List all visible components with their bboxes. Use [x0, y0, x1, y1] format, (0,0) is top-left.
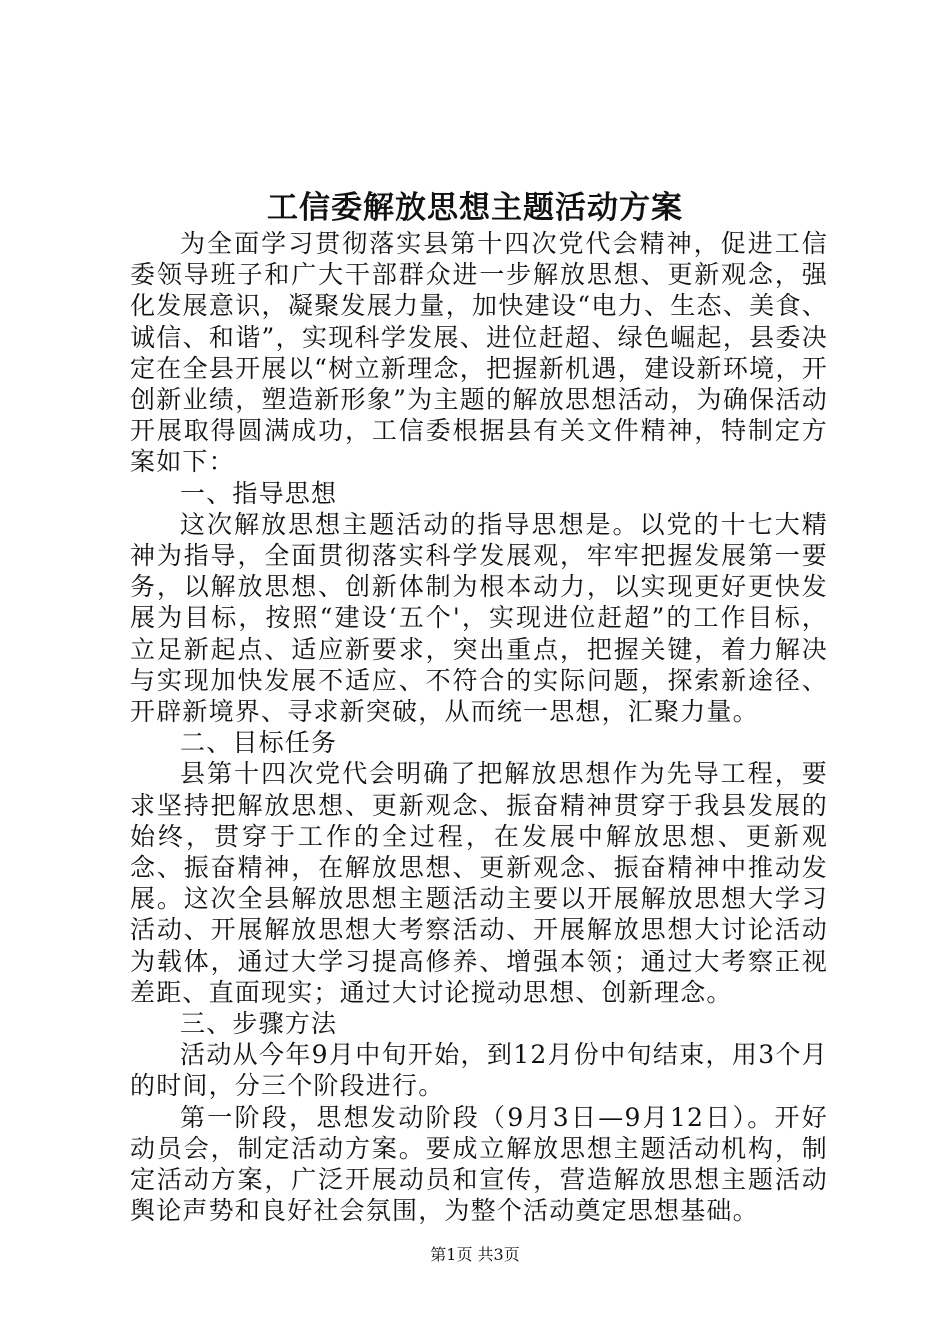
section-paragraph: 县第十四次党代会明确了把解放思想作为先导工程，要求坚持把解放思想、更新观念、振奋精神贯穿于我县发展的始终，贯穿于工作的全过程，在发展中解放思想、更新观念、振奋精神，在解放思想、更新观念、振奋精神中推动发展。这次全县解放思想主题活动主要以开展解放思想大学习活动、开展解放思想大考察活动、开展解放思想大讨论活动为载体，通过大学习提高修养、增强本领；通过大考察正视差距、直面现实；通过大讨论搅动思想、创新理念。 — [130, 759, 828, 1007]
document-title: 工信委解放思想主题活动方案 — [267, 190, 683, 226]
document-body — [130, 228, 828, 1227]
section-heading-goals-tasks: 二、目标任务 — [180, 728, 338, 758]
section-paragraph: 这次解放思想主题活动的指导思想是。以党的十七大精神为指导，全面贯彻落实科学发展观，牢牢把握发展第一要务，以解放思想、创新体制为根本动力，以实现更好更快发展为目标，按照“建设‘五个'，实现进位赶超”的工作目标，立足新起点、适应新要求，突出重点，把握关键，着力解决与实现加快发展不适应、不符合的实际问题，探索新途径、开辟新境界、寻求新突破，从而统一思想，汇聚力量。 — [130, 509, 828, 727]
section-paragraph: 第一阶段，思想发动阶段（9月3日—9月12日）。开好动员会，制定活动方案。要成立解放思想主题活动机构，制定活动方案，广泛开展动员和宣传，营造解放思想主题活动舆论声势和良好社会氛围，为整个活动奠定思想基础。 — [130, 1102, 828, 1226]
page-footer: 第1页 共3页 — [430, 1245, 520, 1264]
section-heading-guiding-thought: 一、指导思想 — [180, 478, 338, 508]
section-heading-steps-methods: 三、步骤方法 — [180, 1009, 338, 1039]
intro-paragraph: 为全面学习贯彻落实县第十四次党代会精神，促进工信委领导班子和广大干部群众进一步解放思想、更新观念，强化发展意识，凝聚发展力量，加快建设“电力、生态、美食、诚信、和谐”，实现科学发展、进位赶超、绿色崛起，县委决定在全县开展以“树立新理念，把握新机遇，建设新环境，开创新业绩，塑造新形象”为主题的解放思想活动，为确保活动开展取得圆满成功，工信委根据县有关文件精神，特制定方案如下： — [130, 229, 828, 477]
section-paragraph: 活动从今年9月中旬开始，到12月份中旬结束，用3个月的时间，分三个阶段进行。 — [130, 1040, 828, 1101]
